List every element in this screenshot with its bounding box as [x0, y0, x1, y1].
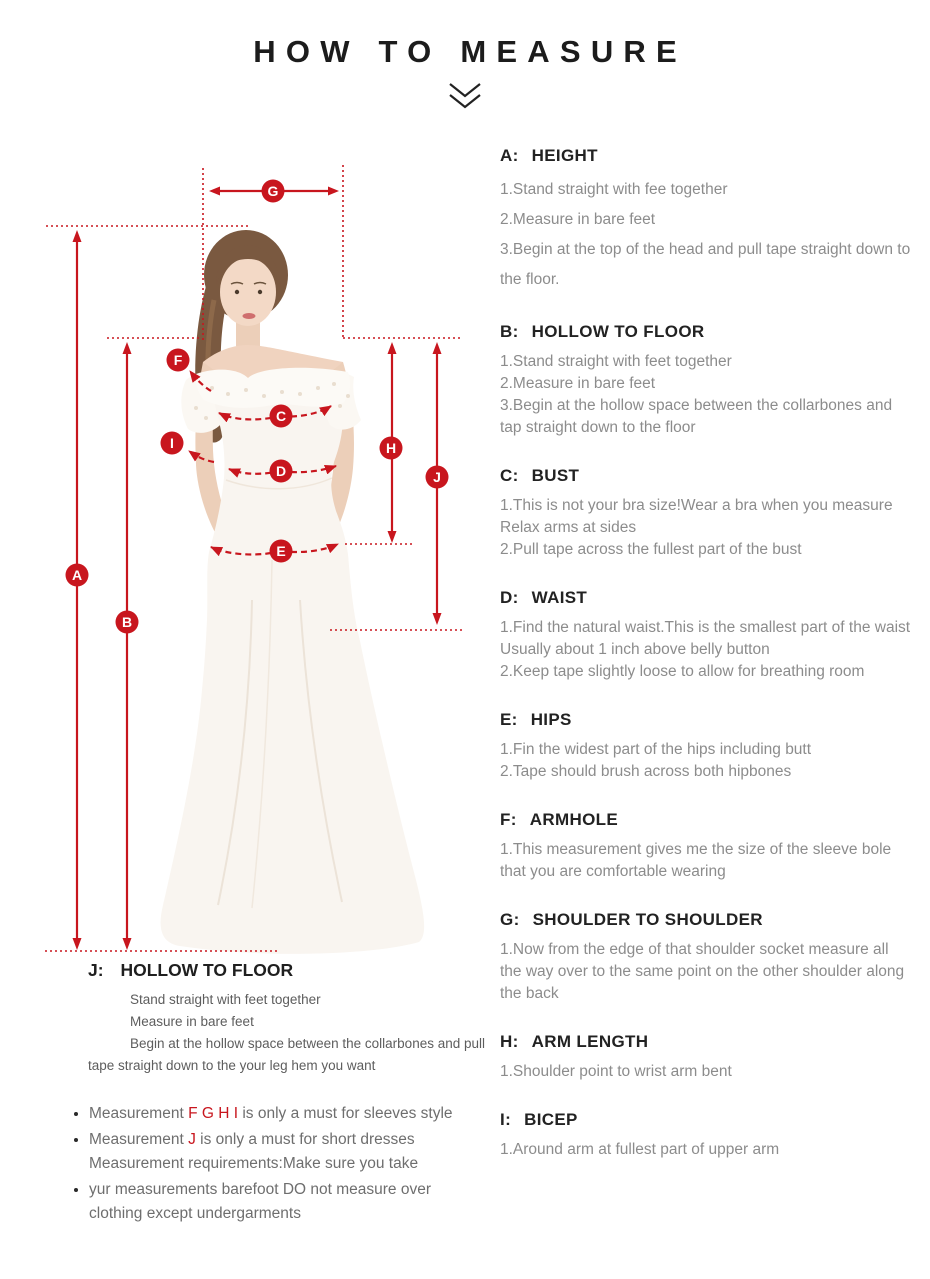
section-heading	[500, 910, 914, 930]
instruction-line: 1.Stand straight with feet together	[500, 353, 732, 370]
instruction-line: 2.Tape should brush across both hipbones	[500, 763, 792, 780]
note-text: yur measurements barefoot DO not measure over clothing except undergarments	[89, 1181, 432, 1222]
section-armhole	[500, 810, 914, 883]
instruction-line: 3.Begin at the hollow space between the collarbones and tap straight down to the floor	[500, 397, 893, 436]
instruction-line: Measure in bare feet	[130, 1014, 254, 1029]
section-title: BICEP	[524, 1110, 578, 1129]
note-text: Measurement	[89, 1105, 189, 1122]
section-heading	[500, 466, 914, 486]
section-title: BUST	[531, 466, 580, 485]
marker-letter-F: F	[173, 352, 183, 368]
marker-letter-D: D	[275, 463, 287, 479]
section-title: ARM LENGTH	[531, 1032, 649, 1051]
section-bicep	[500, 1110, 914, 1161]
instruction-line: Stand straight with feet together	[130, 992, 321, 1007]
section-letter: E:	[500, 710, 518, 729]
section-heading	[500, 588, 914, 608]
instruction-line: 1.This measurement gives me the size of the sleeve bole that you are comfortable wearing	[500, 841, 892, 880]
section-title: WAIST	[531, 588, 588, 607]
measurement-diagram	[0, 140, 480, 970]
note-text: Measurement	[89, 1131, 189, 1148]
section-letter: H:	[500, 1032, 519, 1051]
section-letter: C:	[500, 466, 519, 485]
instruction-line: 1.Fin the widest part of the hips including butt	[500, 741, 812, 758]
marker-letter-E: E	[276, 543, 286, 559]
section-heading	[500, 1032, 914, 1052]
section-waist	[500, 588, 914, 683]
section-title: HIPS	[530, 710, 572, 729]
section-title: SHOULDER TO SHOULDER	[532, 910, 763, 929]
section-title: HEIGHT	[531, 146, 598, 165]
section-hollow-to-floor	[500, 322, 914, 439]
marker-letter-C: C	[275, 408, 287, 424]
measurement-notes	[68, 1102, 461, 1228]
marker-letter-J: J	[433, 469, 441, 485]
note-item	[89, 1102, 461, 1126]
page-title: HOW TO MEASURE	[253, 34, 687, 69]
note-text: is only a must for sleeves style	[238, 1105, 453, 1122]
section-title: HOLLOW TO FLOOR	[531, 322, 705, 341]
section-shoulder-to-shoulder	[500, 910, 914, 1005]
section-height	[500, 146, 914, 295]
instruction-line: 1.Around arm at fullest part of upper arm	[500, 1141, 780, 1158]
instruction-line: 1.This is not your bra size!Wear a bra when you measure Relax arms at sides	[500, 497, 893, 536]
instruction-line: 1.Find the natural waist.This is the smallest part of the waist Usually about 1 inch above belly button	[500, 619, 911, 658]
section-arm-length	[500, 1032, 914, 1083]
section-letter: J:	[88, 960, 104, 980]
section-letter: A:	[500, 146, 519, 165]
marker-letter-B: B	[121, 614, 133, 630]
section-letter: I:	[500, 1110, 512, 1129]
instruction-line: 3.Begin at the top of the head and pull tape straight down to the floor.	[500, 241, 911, 288]
section-letter: B:	[500, 322, 519, 341]
instruction-line: 1.Stand straight with fee together	[500, 181, 728, 198]
note-text: is only a must for short dresses Measurement requirements:Make sure you take	[89, 1131, 419, 1172]
marker-letter-H: H	[385, 440, 397, 456]
section-heading	[88, 960, 490, 981]
instruction-line: 2.Measure in bare feet	[500, 375, 656, 392]
instruction-line: 2.Keep tape slightly loose to allow for breathing room	[500, 663, 865, 680]
section-heading	[500, 146, 914, 166]
section-bust	[500, 466, 914, 561]
instruction-line: 1.Now from the edge of that shoulder socket measure all the way over to the same point on the other shoulder along the back	[500, 941, 905, 1002]
marker-letter-G: G	[267, 183, 279, 199]
note-item	[89, 1128, 461, 1176]
instruction-line: 2.Pull tape across the fullest part of the bust	[500, 541, 802, 558]
marker-letter-I: I	[170, 435, 174, 451]
section-letter: D:	[500, 588, 519, 607]
note-red-letters: F G H I	[188, 1105, 239, 1122]
section-title: HOLLOW TO FLOOR	[120, 960, 294, 980]
section-letter: F:	[500, 810, 517, 829]
note-red-letters: J	[188, 1131, 196, 1148]
section-j-hollow-to-floor	[88, 960, 490, 1077]
section-heading	[500, 710, 914, 730]
double-chevron-down-icon	[446, 82, 484, 115]
section-hips	[500, 710, 914, 783]
marker-letter-A: A	[71, 567, 83, 583]
section-heading	[500, 810, 914, 830]
section-letter: G:	[500, 910, 520, 929]
measure-sections	[500, 146, 914, 1188]
instruction-line: 1.Shoulder point to wrist arm bent	[500, 1063, 732, 1080]
section-heading	[500, 1110, 914, 1130]
section-title: ARMHOLE	[529, 810, 619, 829]
instruction-line: Begin at the hollow space between the collarbones and pull tape straight down to the your leg hem you want	[88, 1036, 485, 1073]
instruction-line: 2.Measure in bare feet	[500, 211, 656, 228]
note-item	[89, 1178, 461, 1226]
section-heading	[500, 322, 914, 342]
